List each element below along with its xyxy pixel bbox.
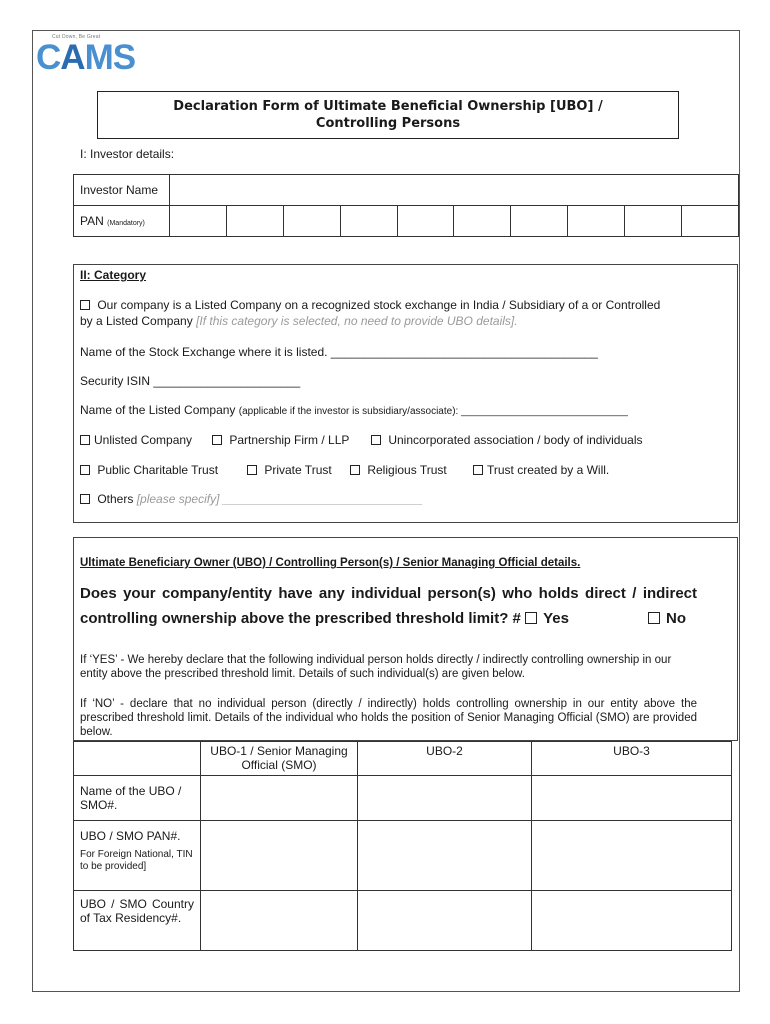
checkbox-public-trust[interactable] [80, 465, 90, 475]
checkbox-religious-trust[interactable] [350, 465, 360, 475]
pan-char-field[interactable] [625, 206, 682, 237]
ubo2-country-field[interactable] [358, 891, 532, 951]
security-isin-field[interactable]: Security ISIN ______________________ [80, 374, 301, 388]
pan-char-field[interactable] [682, 206, 739, 237]
option-public-trust[interactable] [80, 463, 218, 477]
ubo3-country-field[interactable] [532, 891, 732, 951]
form-title [97, 91, 679, 139]
row-pan-label [74, 821, 201, 891]
option-religious-trust[interactable] [350, 463, 447, 477]
logo-letter-a: A [60, 38, 85, 77]
option-unincorporated[interactable] [371, 433, 643, 447]
form-title-line2: Controlling Persons [315, 116, 461, 131]
pan-label-text: PAN [80, 214, 104, 228]
investor-details-table [73, 174, 739, 237]
pan-char-field[interactable] [454, 206, 511, 237]
form-title-line1: Declaration Form of Ultimate Beneficial Ownership [UBO] / [173, 99, 603, 114]
label-will-trust: Trust created by a Will. [487, 463, 610, 477]
label-unincorporated: Unincorporated association / body of individuals [388, 433, 643, 447]
cams-logo [36, 40, 135, 75]
listed-company-name-field[interactable] [80, 403, 628, 419]
investor-name-label: Investor Name [74, 175, 170, 206]
ubo2-name-field[interactable] [358, 776, 532, 821]
checkbox-private-trust[interactable] [247, 465, 257, 475]
ubo-question-line2 [80, 609, 569, 629]
ubo3-name-field[interactable] [532, 776, 732, 821]
ubo-yes-paragraph: If ‘YES’ - We hereby declare that the following individual person holds directly / indirectly controlling ownership in our entity above the prescribed threshold limit. Details of such individual(s) are given below. [80, 654, 672, 680]
pan-char-field[interactable] [170, 206, 227, 237]
stock-exchange-field[interactable]: Name of the Stock Exchange where it is listed. ________________________________________ [80, 345, 598, 359]
category-heading: II: Category [80, 268, 147, 282]
investor-section-label: I: Investor details: [80, 147, 175, 161]
ubo1-name-field[interactable] [201, 776, 358, 821]
ubo-heading: Ultimate Beneficiary Owner (UBO) / Controlling Person(s) / Senior Managing Official details. [80, 557, 581, 569]
label-partnership: Partnership Firm / LLP [229, 433, 350, 447]
row-pan-text: UBO / SMO PAN#. [80, 829, 181, 843]
pan-char-field[interactable] [397, 206, 454, 237]
row-pan-note: For Foreign National, TIN to be provided] [80, 849, 193, 872]
logo-tagline: Cut Down, Be Great [52, 34, 101, 40]
ubo-question-text: controlling ownership above the prescribed threshold limit? # [80, 610, 521, 627]
listed-company-name-label: Name of the Listed Company [80, 403, 236, 417]
others-note: [please specify] ______________________________ [136, 492, 423, 506]
pan-mandatory-note: (Mandatory) [107, 220, 145, 227]
ubo-details-table [73, 741, 732, 951]
listed-company-line2 [80, 314, 518, 328]
option-private-trust[interactable] [247, 463, 332, 477]
pan-char-field[interactable] [568, 206, 625, 237]
listed-company-text2: by a Listed Company [80, 314, 193, 328]
listed-company-name-note: (applicable if the investor is subsidiary/associate): ______________________________ [238, 406, 628, 417]
listed-company-note: [If this category is selected, no need to provide UBO details]. [196, 314, 518, 328]
ubo1-pan-field[interactable] [201, 821, 358, 891]
pan-char-field[interactable] [340, 206, 397, 237]
option-will-trust[interactable] [473, 463, 609, 477]
label-unlisted: Unlisted Company [94, 433, 193, 447]
checkbox-unincorporated[interactable] [371, 435, 381, 445]
checkbox-others[interactable] [80, 494, 90, 504]
label-public-trust: Public Charitable Trust [97, 463, 219, 477]
checkbox-unlisted[interactable] [80, 435, 90, 445]
pan-char-field[interactable] [511, 206, 568, 237]
option-unlisted[interactable] [80, 433, 192, 447]
ubo2-pan-field[interactable] [358, 821, 532, 891]
yes-checkbox[interactable] [525, 612, 537, 624]
option-others[interactable] [80, 492, 423, 506]
listed-company-option [80, 298, 660, 312]
ubo1-country-field[interactable] [201, 891, 358, 951]
label-religious-trust: Religious Trust [367, 463, 447, 477]
checkbox-partnership[interactable] [212, 435, 222, 445]
logo-letter-c: C [36, 38, 61, 77]
pan-char-field[interactable] [226, 206, 283, 237]
col-ubo3-header: UBO-3 [532, 742, 732, 776]
logo-letters-ms: MS [84, 38, 136, 77]
no-option[interactable] [648, 609, 686, 629]
label-others: Others [97, 492, 134, 506]
col-ubo1-header: UBO-1 / Senior Managing Official (SMO) [201, 742, 358, 776]
option-partnership[interactable] [212, 433, 349, 447]
yes-label: Yes [543, 610, 569, 627]
ubo-question-line1: Does your company/entity have any individual person(s) who holds direct / indirect [80, 585, 697, 602]
row-tax-residency-label: UBO / SMO Country of Tax Residency#. [74, 891, 201, 951]
row-name-label: Name of the UBO / SMO#. [74, 776, 201, 821]
listed-company-text: Our company is a Listed Company on a recognized stock exchange in India / Subsidiary of a or Controlled [97, 298, 661, 312]
no-checkbox[interactable] [648, 612, 660, 624]
no-label: No [666, 610, 686, 627]
pan-char-field[interactable] [283, 206, 340, 237]
ubo-no-paragraph: If ‘NO’ - declare that no individual person (directly / indirectly) holds controlling ownership in our entity above the prescribed threshold limit. Details of the individual who holds the position of Senior Managing Official (SMO) are provided below. [80, 698, 697, 738]
listed-company-checkbox[interactable] [80, 300, 90, 310]
ubo3-pan-field[interactable] [532, 821, 732, 891]
pan-label [74, 206, 170, 237]
col-ubo2-header: UBO-2 [358, 742, 532, 776]
investor-name-field[interactable] [170, 175, 739, 206]
label-private-trust: Private Trust [264, 463, 332, 477]
table-corner-cell [74, 742, 201, 776]
checkbox-will-trust[interactable] [473, 465, 483, 475]
